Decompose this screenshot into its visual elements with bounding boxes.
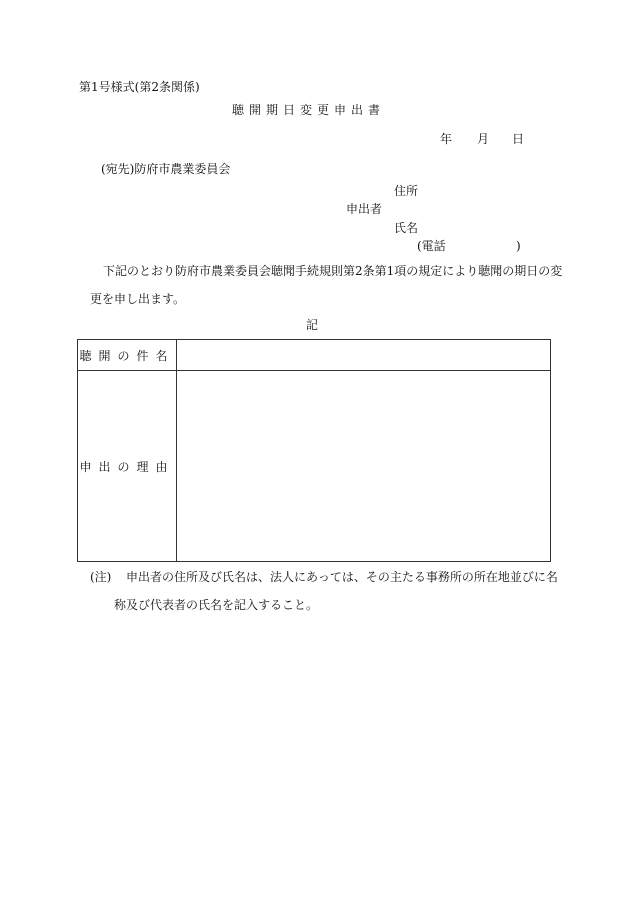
date-year: 年 xyxy=(440,132,453,146)
name-label: 氏名 xyxy=(394,221,419,235)
date-month: 月 xyxy=(477,132,490,146)
date-day: 日 xyxy=(512,132,525,146)
reason-field[interactable] xyxy=(177,371,551,562)
note-line1: 申出者の住所及び氏名は、法人にあっては、その主たる事務所の所在地並びに名 xyxy=(126,570,558,584)
note-prefix: (注) xyxy=(90,570,112,584)
applicant-label: 申出者 xyxy=(346,202,383,216)
ki-heading: 記 xyxy=(306,318,319,332)
reason-label: 申出の理由 xyxy=(78,371,177,562)
document-title: 聴開期日変更申出書 xyxy=(232,103,386,117)
form-table xyxy=(77,339,551,562)
address-label: 住所 xyxy=(394,184,419,198)
phone-close-paren: ) xyxy=(516,239,521,253)
body-text-line2: 更を申し出ます。 xyxy=(90,292,186,306)
addressee: (宛先)防府市農業委員会 xyxy=(101,162,231,176)
note-line2: 称及び代表者の氏名を記入すること。 xyxy=(114,598,319,612)
phone-label: (電話 xyxy=(417,239,446,253)
table-row-reason xyxy=(78,371,551,562)
subject-label: 聴開の件名 xyxy=(78,340,177,371)
subject-field[interactable] xyxy=(177,340,551,371)
table-row-subject xyxy=(78,340,551,371)
body-text-line1: 下記のとおり防府市農業委員会聴聞手続規則第2条第1項の規定により聴聞の期日の変 xyxy=(103,264,563,278)
form-number: 第1号様式(第2条関係) xyxy=(79,80,200,94)
